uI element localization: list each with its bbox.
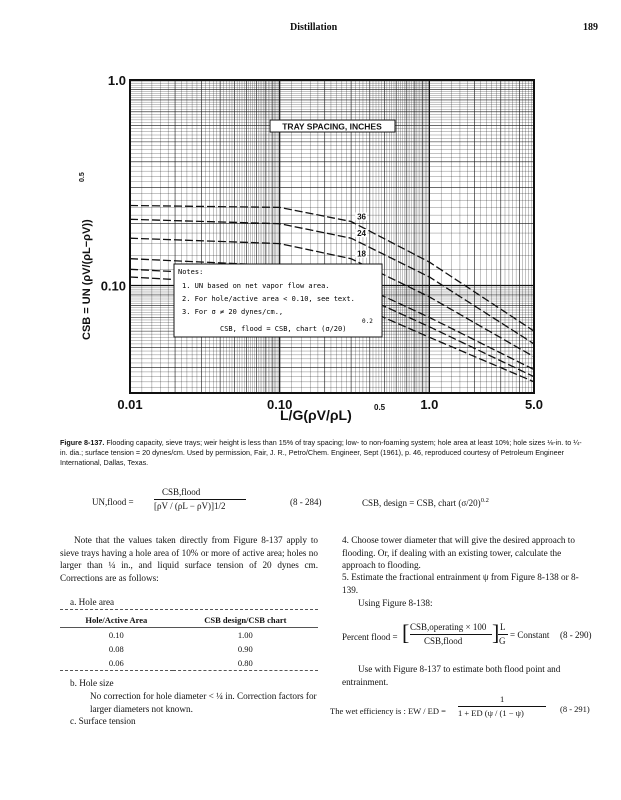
eq-lhs: UN,flood = (92, 497, 134, 507)
item-b-text: No correction for hole diameter < ¼ in. Correction factors for larger diameters not known. (90, 691, 317, 714)
eq-label: (8 - 284) (290, 497, 322, 507)
we-numerator: 1 (500, 694, 505, 704)
curve-label-36: 36 (357, 212, 367, 222)
item-a-hole-area: a. Hole area (70, 597, 115, 607)
table-row (60, 642, 318, 656)
x-tick-label: 5.0 (524, 397, 544, 412)
curve-label-18: 18 (357, 249, 367, 259)
notes-title: Notes: (178, 268, 204, 276)
y-axis-label-exponent: 0.5 (79, 172, 86, 182)
pf-label: (8 - 290) (560, 630, 592, 640)
y-tick-label: 1.0 (107, 73, 126, 88)
equation-csb-design (362, 497, 489, 508)
eq-denominator: [ρV / (ρL − ρV)]1/2 (154, 501, 226, 511)
x-tick-label: 1.0 (420, 397, 439, 412)
use-with-text: Use with Figure 8-137 to estimate both flood point and entrainment. (342, 664, 561, 687)
table-cell: 0.80 (237, 658, 253, 668)
running-header-title: Distillation (290, 22, 338, 33)
note-2: 2. For hole/active area < 0.10, see text. (182, 295, 355, 303)
page-number: 189 (583, 22, 598, 33)
step-5: 5. Estimate the fractional entrainment ψ from Figure 8-138 or 8-139. (342, 572, 579, 595)
pf-rhs: = Constant (510, 630, 550, 640)
table-cell: 0.06 (108, 658, 124, 668)
x-axis-label: L/G(ρV/ρL) (280, 407, 352, 423)
table-header-cell: Hole/Active Area (85, 615, 148, 625)
hole-area-table (60, 613, 318, 671)
equation-8-291 (330, 694, 600, 728)
legend-title: TRAY SPACING, INCHES (282, 121, 382, 132)
table-cell: 0.10 (108, 630, 124, 640)
using-figure-label: Using Figure 8-138: (358, 598, 433, 608)
caption-text: Flooding capacity, sieve trays; weir height is less than 15% of tray spacing; low- to non-foaming system; hole area at least 10%; hole sizes ⅛-in. to ¼-in. dia.; surface tension = 20 dynes/cm. Used by permission, Fair, J. R., Petro/Chem. Engineer, Sept (1961), p. 46, reproduced courtesy of Petroleum Engineer International, Dallas, Texas. (60, 438, 582, 467)
y-axis-label: CSB = UN (ρV/(ρL−ρV)) (81, 219, 93, 340)
we-label: (8 - 291) (560, 704, 590, 714)
note-1: 1. UN based on net vapor flow area. (182, 282, 330, 290)
table-cell: 0.90 (237, 644, 253, 654)
equation-8-290: Percent flood = [ CSB,operating × 100 CSB,flood ] L G = Constant (8 - 290) (342, 620, 592, 646)
figure-caption (60, 438, 582, 468)
caption-label: Figure 8-137. (60, 438, 105, 447)
table-header-row (60, 613, 318, 628)
x-tick-label: 0.10 (267, 397, 293, 412)
note-3: 3. For σ ≠ 20 dynes/cm., (182, 308, 284, 316)
table-cell: 0.08 (108, 644, 124, 654)
flooding-capacity-chart (70, 60, 570, 430)
item-c-surface-tension: c. Surface tension (70, 716, 136, 726)
note-formula: CSB, flood = CSB, chart (σ/20) (220, 325, 347, 333)
corrections-paragraph: Note that the values taken directly from Figure 8-137 apply to sieve trays having a hole area of 10% or more of active area; holes no larger than ¼ in., and liquid surface tension of 20 dynes cm. Corrections are as follows: (60, 535, 318, 583)
table-row (60, 628, 318, 643)
pf-numerator: CSB,operating × 100 (410, 622, 487, 632)
pf-lhs: Percent flood = (342, 632, 398, 642)
pf-denominator: CSB,flood (424, 636, 463, 646)
table-row (60, 656, 318, 671)
curve-label-24: 24 (357, 229, 367, 239)
note-formula-exponent: 0.2 (362, 318, 373, 325)
eq-design-exponent: 0.2 (480, 497, 489, 504)
we-denominator: 1 + ED (ψ / (1 − ψ) (458, 708, 524, 718)
item-b-hole-size: b. Hole size (70, 678, 114, 688)
pf-g: G (499, 636, 506, 646)
step-4: 4. Choose tower diameter that will give the desired approach to flooding. Or, if dealing with an existing tower, calculate the approach to flooding. (342, 535, 575, 570)
y-tick-label: 0.10 (100, 278, 126, 294)
we-lhs: The wet efficiency is : EW / ED = (330, 706, 446, 716)
eq-numerator: CSB,flood (162, 487, 201, 497)
pf-l: L (500, 622, 506, 632)
table-header-cell: CSB design/CSB chart (204, 615, 287, 625)
x-axis-label-exponent: 0.5 (374, 403, 386, 412)
y-tick-labels (101, 73, 126, 294)
x-tick-label: 0.01 (117, 397, 143, 412)
eq-design: CSB, design = CSB, chart (σ/20) (362, 498, 481, 508)
table-cell: 1.00 (237, 630, 253, 640)
